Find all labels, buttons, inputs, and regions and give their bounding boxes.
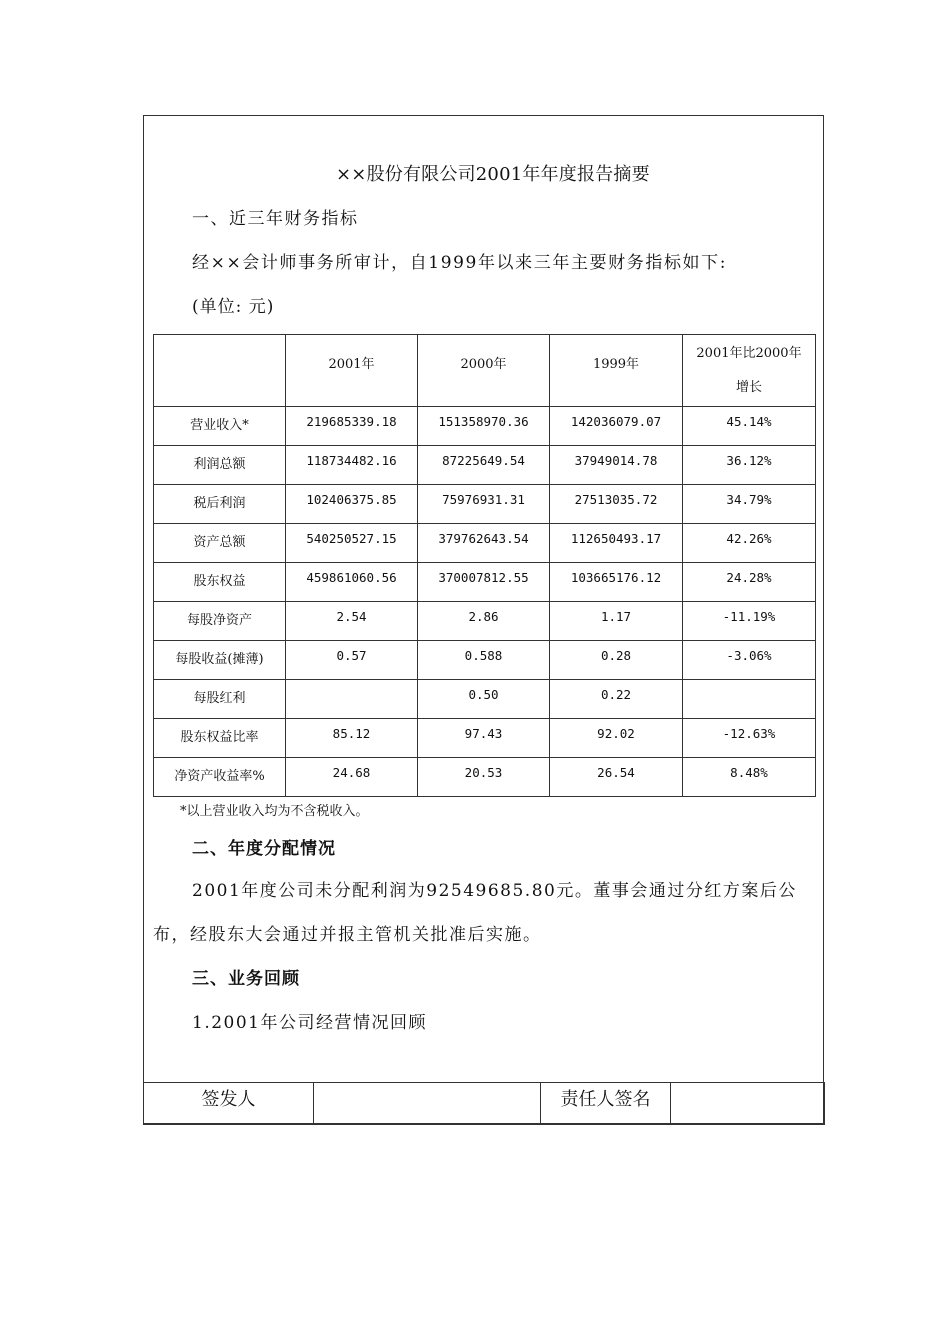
value-cell-y2000: 20.53 [418, 758, 550, 797]
value-cell-y2001: 118734482.16 [286, 446, 418, 485]
section1-heading: 一、近三年财务指标 [192, 209, 359, 229]
value-cell-y2000: 151358970.36 [418, 407, 550, 446]
table-note: *以上营业收入均为不含税收入。 [180, 804, 369, 819]
responsible-field[interactable] [671, 1083, 825, 1125]
value-cell-y1999: 1.17 [550, 602, 683, 641]
responsible-label: 责任人签名 [541, 1083, 671, 1125]
value-cell-growth: -12.63% [683, 719, 816, 758]
value-cell-y1999: 37949014.78 [550, 446, 683, 485]
row-label-cell: 每股红利 [154, 680, 286, 719]
value-cell-y2000: 87225649.54 [418, 446, 550, 485]
value-cell-y2001: 24.68 [286, 758, 418, 797]
table-row [154, 602, 816, 641]
header-cell-empty [154, 335, 286, 407]
value-cell-y1999: 92.02 [550, 719, 683, 758]
value-cell-y2001: 219685339.18 [286, 407, 418, 446]
unit-label: (单位: 元) [192, 297, 275, 317]
value-cell-y1999: 26.54 [550, 758, 683, 797]
value-cell-growth: 36.12% [683, 446, 816, 485]
header-cell-1999: 1999年 [550, 335, 683, 407]
value-cell-growth: 45.14% [683, 407, 816, 446]
header-cell-2001: 2001年 [286, 335, 418, 407]
document-title: ××股份有限公司2001年年度报告摘要 [336, 164, 650, 185]
value-cell-y1999: 103665176.12 [550, 563, 683, 602]
value-cell-y2000: 370007812.55 [418, 563, 550, 602]
value-cell-growth [683, 680, 816, 719]
value-cell-y2000: 0.50 [418, 680, 550, 719]
value-cell-growth: 24.28% [683, 563, 816, 602]
section2-text-line1: 2001年度公司未分配利润为92549685.80元。董事会通过分红方案后公 [192, 881, 797, 901]
section2-text-line2: 布，经股东大会通过并报主管机关批准后实施。 [153, 925, 542, 945]
value-cell-y2000: 0.588 [418, 641, 550, 680]
row-label-cell: 税后利润 [154, 485, 286, 524]
table-row [154, 680, 816, 719]
value-cell-y2001 [286, 680, 418, 719]
header-cell-growth [683, 335, 816, 407]
section1-text: 经××会计师事务所审计，自1999年以来三年主要财务指标如下: [192, 253, 728, 273]
table-row [154, 485, 816, 524]
value-cell-y1999: 0.28 [550, 641, 683, 680]
value-cell-y1999: 0.22 [550, 680, 683, 719]
financial-indicators-table [153, 334, 816, 797]
row-label-cell: 营业收入* [154, 407, 286, 446]
header-cell-2000: 2000年 [418, 335, 550, 407]
section3-item: 1.2001年公司经营情况回顾 [192, 1013, 427, 1033]
section3-heading: 三、业务回顾 [192, 969, 300, 989]
value-cell-y1999: 142036079.07 [550, 407, 683, 446]
table-row [154, 407, 816, 446]
row-label-cell: 每股净资产 [154, 602, 286, 641]
row-label-cell: 净资产收益率% [154, 758, 286, 797]
value-cell-growth: 42.26% [683, 524, 816, 563]
value-cell-y2000: 75976931.31 [418, 485, 550, 524]
value-cell-growth: -11.19% [683, 602, 816, 641]
value-cell-y2000: 2.86 [418, 602, 550, 641]
value-cell-y2000: 379762643.54 [418, 524, 550, 563]
row-label-cell: 股东权益比率 [154, 719, 286, 758]
value-cell-y2001: 0.57 [286, 641, 418, 680]
value-cell-y2001: 85.12 [286, 719, 418, 758]
row-label-cell: 每股收益(摊薄) [154, 641, 286, 680]
issuer-field[interactable] [314, 1083, 541, 1125]
value-cell-y1999: 112650493.17 [550, 524, 683, 563]
table-row [154, 524, 816, 563]
growth-header-line1: 2001年比2000年 [696, 346, 802, 361]
value-cell-y2001: 459861060.56 [286, 563, 418, 602]
row-label-cell: 股东权益 [154, 563, 286, 602]
value-cell-y2000: 97.43 [418, 719, 550, 758]
row-label-cell: 利润总额 [154, 446, 286, 485]
row-label-cell: 资产总额 [154, 524, 286, 563]
value-cell-y2001: 102406375.85 [286, 485, 418, 524]
value-cell-y2001: 2.54 [286, 602, 418, 641]
section2-heading: 二、年度分配情况 [192, 839, 336, 859]
value-cell-growth: 34.79% [683, 485, 816, 524]
table-header-row [154, 335, 816, 407]
value-cell-y2001: 540250527.15 [286, 524, 418, 563]
table-row [154, 446, 816, 485]
signature-table [143, 1082, 825, 1125]
table-row [154, 758, 816, 797]
value-cell-growth: 8.48% [683, 758, 816, 797]
value-cell-growth: -3.06% [683, 641, 816, 680]
signature-row [144, 1083, 825, 1125]
table-row [154, 563, 816, 602]
table-row [154, 641, 816, 680]
table-row [154, 719, 816, 758]
issuer-label: 签发人 [144, 1083, 314, 1125]
growth-header-line2: 增长 [735, 380, 762, 395]
value-cell-y1999: 27513035.72 [550, 485, 683, 524]
